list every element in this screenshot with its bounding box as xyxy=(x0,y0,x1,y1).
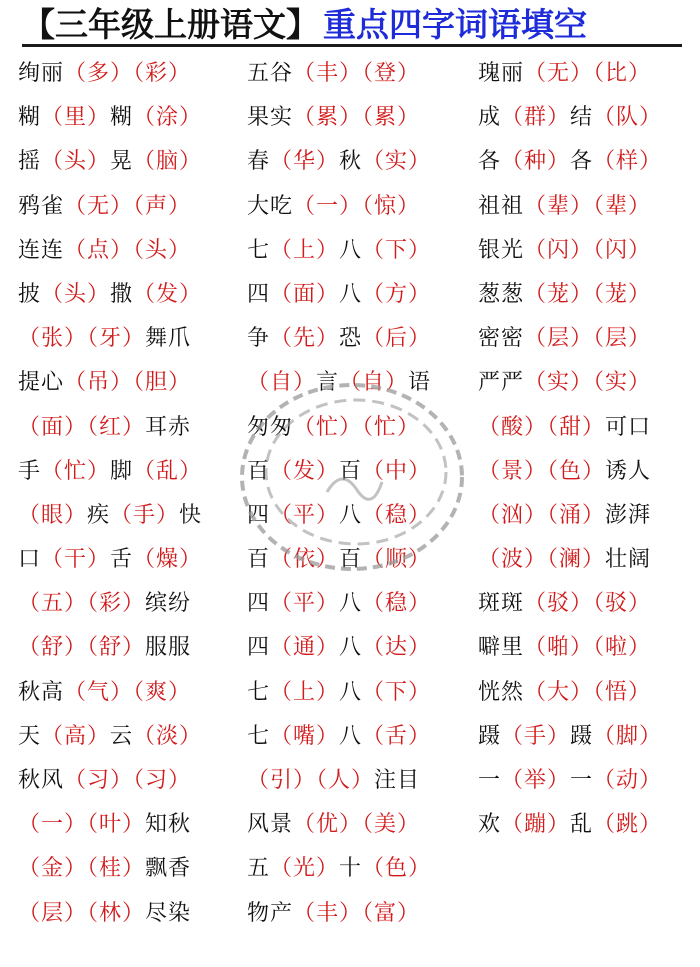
idiom-answer: （通） xyxy=(270,635,340,661)
idiom-answer: （丰） xyxy=(293,61,363,86)
idiom-text: 连连 xyxy=(18,237,65,263)
idiom-answer: （忙） xyxy=(293,414,363,440)
idiom-answer: （丰） xyxy=(293,900,363,926)
idiom-answer: （林） xyxy=(87,900,146,926)
idiom-row xyxy=(18,273,202,317)
idiom-row xyxy=(247,671,431,715)
idiom-text: 七 xyxy=(247,679,271,705)
idiom-answer: （辈） xyxy=(593,193,652,219)
idiom-text: 蹑 xyxy=(478,723,502,749)
idiom-row xyxy=(18,715,202,759)
idiom-text: 瑰丽 xyxy=(478,61,525,86)
idiom-text: 四 xyxy=(247,281,271,307)
idiom-answer: （彩） xyxy=(133,61,192,86)
idiom-row xyxy=(18,494,202,538)
idiom-row xyxy=(18,185,202,229)
idiom-answer: （头） xyxy=(133,237,192,263)
idiom-answer: （层） xyxy=(593,326,652,352)
idiom-answer: （跳） xyxy=(593,812,663,838)
idiom-answer: （发） xyxy=(270,458,340,484)
idiom-text: 乱 xyxy=(570,812,594,838)
idiom-answer: （干） xyxy=(41,547,111,573)
idiom-answer: （张） xyxy=(18,326,88,352)
idiom-answer: （酸） xyxy=(478,414,548,440)
idiom-answer: （驳） xyxy=(524,591,594,617)
idiom-text: 提心 xyxy=(18,370,65,396)
idiom-answer: （多） xyxy=(64,61,134,86)
idiom-text: 绚丽 xyxy=(18,61,65,86)
idiom-answer: （一） xyxy=(293,193,363,219)
idiom-row xyxy=(247,273,431,317)
idiom-text: 物产 xyxy=(247,900,294,926)
idiom-text: 春 xyxy=(247,149,271,175)
idiom-row xyxy=(247,185,431,229)
column-1 xyxy=(18,52,202,936)
idiom-answer: （里） xyxy=(41,105,111,131)
idiom-answer: （累） xyxy=(362,105,421,131)
idiom-answer: （涌） xyxy=(547,502,606,528)
idiom-answer: （后） xyxy=(362,326,432,352)
idiom-answer: （美） xyxy=(362,812,421,838)
idiom-text: 快 xyxy=(179,502,203,528)
idiom-answer: （闪） xyxy=(593,237,652,263)
idiom-text: 壮阔 xyxy=(605,547,652,573)
idiom-row xyxy=(478,494,662,538)
idiom-answer: （波） xyxy=(478,547,548,573)
idiom-row xyxy=(247,538,431,582)
idiom-row xyxy=(247,406,431,450)
idiom-text: 澎湃 xyxy=(605,502,652,528)
idiom-text: 天 xyxy=(18,723,42,749)
idiom-answer: （先） xyxy=(270,326,340,352)
idiom-row xyxy=(478,803,662,847)
idiom-answer: （一） xyxy=(18,812,88,838)
idiom-text: 争 xyxy=(247,326,271,352)
idiom-row xyxy=(478,671,662,715)
idiom-text: 尽染 xyxy=(145,900,192,926)
idiom-answer: （淡） xyxy=(133,723,203,749)
idiom-text: 严严 xyxy=(478,370,525,396)
idiom-text: 风景 xyxy=(247,812,294,838)
idiom-answer: （茏） xyxy=(524,281,594,307)
idiom-row xyxy=(18,892,202,936)
idiom-answer: （依） xyxy=(270,547,340,573)
idiom-text: 八 xyxy=(339,635,363,661)
idiom-answer: （习） xyxy=(64,768,134,793)
idiom-row xyxy=(18,450,202,494)
idiom-row xyxy=(18,229,202,273)
idiom-text: 耳赤 xyxy=(145,414,192,440)
title-grade: 【三年级上册语文】 xyxy=(22,4,319,44)
idiom-answer: （上） xyxy=(270,237,340,263)
idiom-text: 鸦雀 xyxy=(18,193,65,219)
idiom-row xyxy=(478,361,662,405)
idiom-text: 可口 xyxy=(605,414,652,440)
idiom-text: 四 xyxy=(247,502,271,528)
idiom-answer: （层） xyxy=(524,326,594,352)
idiom-row xyxy=(247,715,431,759)
idiom-answer: （实） xyxy=(362,149,432,175)
idiom-answer: （乱） xyxy=(133,458,203,484)
idiom-row xyxy=(478,759,662,803)
idiom-text: 恍然 xyxy=(478,679,525,705)
title-topic: 重点四字词语填空 xyxy=(323,4,587,44)
idiom-answer: （悟） xyxy=(593,679,652,705)
idiom-answer: （舌） xyxy=(362,723,432,749)
idiom-answer: （动） xyxy=(593,768,663,793)
idiom-answer: （头） xyxy=(41,149,111,175)
idiom-text: 八 xyxy=(339,502,363,528)
idiom-answer: （舒） xyxy=(87,635,146,661)
idiom-answer: （登） xyxy=(362,61,421,86)
idiom-text: 摇 xyxy=(18,149,42,175)
idiom-answer: （上） xyxy=(270,679,340,705)
idiom-answer: （声） xyxy=(133,193,192,219)
idiom-text: 百 xyxy=(339,458,363,484)
idiom-answer: （叶） xyxy=(87,812,146,838)
idiom-answer: （顺） xyxy=(362,547,432,573)
idiom-answer: （面） xyxy=(18,414,88,440)
idiom-answer: （无） xyxy=(524,61,594,86)
page-title xyxy=(22,0,682,47)
idiom-answer: （实） xyxy=(593,370,652,396)
idiom-answer: （色） xyxy=(362,856,432,882)
idiom-text: 七 xyxy=(247,237,271,263)
idiom-row xyxy=(247,759,431,803)
idiom-answer: （啪） xyxy=(524,635,594,661)
idiom-answer: （忙） xyxy=(362,414,421,440)
idiom-answer: （驳） xyxy=(593,591,652,617)
idiom-row xyxy=(18,582,202,626)
idiom-answer: （五） xyxy=(18,591,88,617)
idiom-text: 百 xyxy=(247,547,271,573)
idiom-answer: （方） xyxy=(362,281,432,307)
idiom-row xyxy=(478,715,662,759)
idiom-answer: （点） xyxy=(64,237,134,263)
idiom-text: 八 xyxy=(339,237,363,263)
idiom-answer: （脑） xyxy=(133,149,203,175)
idiom-row xyxy=(478,185,662,229)
idiom-text: 一 xyxy=(570,768,594,793)
idiom-text: 言 xyxy=(316,370,340,396)
idiom-answer: （甜） xyxy=(547,414,606,440)
idiom-answer: （富） xyxy=(362,900,421,926)
idiom-text: 注目 xyxy=(374,768,421,793)
idiom-row xyxy=(247,847,431,891)
idiom-text: 云 xyxy=(110,723,134,749)
idiom-text: 脚 xyxy=(110,458,134,484)
idiom-row xyxy=(247,626,431,670)
idiom-answer: （样） xyxy=(593,149,663,175)
idiom-answer: （平） xyxy=(270,591,340,617)
idiom-text: 祖祖 xyxy=(478,193,525,219)
idiom-row xyxy=(247,52,431,96)
idiom-text: 蹑 xyxy=(570,723,594,749)
idiom-text: 欢 xyxy=(478,812,502,838)
idiom-text: 舞爪 xyxy=(145,326,192,352)
idiom-row xyxy=(18,52,202,96)
idiom-text: 银光 xyxy=(478,237,525,263)
idiom-answer: （红） xyxy=(87,414,146,440)
idiom-text: 八 xyxy=(339,281,363,307)
column-3 xyxy=(478,52,662,847)
idiom-row xyxy=(18,406,202,450)
idiom-text: 果实 xyxy=(247,105,294,131)
idiom-text: 恐 xyxy=(339,326,363,352)
idiom-row xyxy=(247,803,431,847)
idiom-answer: （蹦） xyxy=(501,812,571,838)
idiom-answer: （啦） xyxy=(593,635,652,661)
idiom-answer: （下） xyxy=(362,679,432,705)
idiom-row xyxy=(478,140,662,184)
idiom-answer: （景） xyxy=(478,458,548,484)
idiom-answer: （吊） xyxy=(64,370,134,396)
idiom-answer: （引） xyxy=(247,768,317,793)
idiom-text: 匆匆 xyxy=(247,414,294,440)
idiom-text: 四 xyxy=(247,591,271,617)
idiom-answer: （无） xyxy=(64,193,134,219)
idiom-text: 八 xyxy=(339,723,363,749)
idiom-row xyxy=(247,450,431,494)
idiom-row xyxy=(247,892,431,936)
idiom-text: 密密 xyxy=(478,326,525,352)
idiom-row xyxy=(18,847,202,891)
idiom-answer: （平） xyxy=(270,502,340,528)
idiom-answer: （金） xyxy=(18,856,88,882)
idiom-answer: （脚） xyxy=(593,723,663,749)
idiom-text: 疾 xyxy=(87,502,111,528)
idiom-text: 披 xyxy=(18,281,42,307)
idiom-text: 语 xyxy=(408,370,432,396)
idiom-text: 各 xyxy=(478,149,502,175)
idiom-answer: （舒） xyxy=(18,635,88,661)
idiom-row xyxy=(18,671,202,715)
idiom-answer: （群） xyxy=(501,105,571,131)
idiom-answer: （色） xyxy=(547,458,606,484)
idiom-answer: （汹） xyxy=(478,502,548,528)
idiom-text: 秋 xyxy=(339,149,363,175)
idiom-row xyxy=(478,273,662,317)
idiom-row xyxy=(478,96,662,140)
idiom-answer: （层） xyxy=(18,900,88,926)
idiom-row xyxy=(478,229,662,273)
idiom-text: 百 xyxy=(247,458,271,484)
idiom-answer: （人） xyxy=(316,768,375,793)
idiom-row xyxy=(478,317,662,361)
idiom-row xyxy=(247,582,431,626)
idiom-text: 噼里 xyxy=(478,635,525,661)
idiom-text: 八 xyxy=(339,679,363,705)
idiom-answer: （忙） xyxy=(41,458,111,484)
idiom-answer: （自） xyxy=(247,370,317,396)
idiom-row xyxy=(247,140,431,184)
idiom-answer: （牙） xyxy=(87,326,146,352)
idiom-answer: （惊） xyxy=(362,193,421,219)
idiom-text: 各 xyxy=(570,149,594,175)
idiom-answer: （辈） xyxy=(524,193,594,219)
idiom-row xyxy=(478,52,662,96)
idiom-answer: （嘴） xyxy=(270,723,340,749)
column-2 xyxy=(247,52,431,936)
idiom-answer: （爽） xyxy=(133,679,192,705)
idiom-answer: （稳） xyxy=(362,502,432,528)
idiom-answer: （中） xyxy=(362,458,432,484)
idiom-answer: （闪） xyxy=(524,237,594,263)
idiom-answer: （燥） xyxy=(133,547,203,573)
idiom-row xyxy=(478,538,662,582)
idiom-text: 诱人 xyxy=(605,458,652,484)
idiom-text: 手 xyxy=(18,458,42,484)
idiom-text: 五谷 xyxy=(247,61,294,86)
idiom-row xyxy=(18,759,202,803)
idiom-answer: （种） xyxy=(501,149,571,175)
idiom-answer: （气） xyxy=(64,679,134,705)
idiom-answer: （优） xyxy=(293,812,363,838)
idiom-row xyxy=(478,582,662,626)
idiom-text: 一 xyxy=(478,768,502,793)
idiom-text: 四 xyxy=(247,635,271,661)
idiom-answer: （实） xyxy=(524,370,594,396)
idiom-row xyxy=(18,96,202,140)
idiom-row xyxy=(247,229,431,273)
idiom-answer: （彩） xyxy=(87,591,146,617)
idiom-row xyxy=(18,317,202,361)
idiom-text: 口 xyxy=(18,547,42,573)
idiom-answer: （澜） xyxy=(547,547,606,573)
idiom-row xyxy=(18,361,202,405)
idiom-answer: （发） xyxy=(133,281,203,307)
idiom-text: 撒 xyxy=(110,281,134,307)
idiom-answer: （光） xyxy=(270,856,340,882)
idiom-answer: （华） xyxy=(270,149,340,175)
idiom-text: 八 xyxy=(339,591,363,617)
idiom-text: 缤纷 xyxy=(145,591,192,617)
idiom-text: 葱葱 xyxy=(478,281,525,307)
idiom-row xyxy=(247,494,431,538)
idiom-text: 七 xyxy=(247,723,271,749)
idiom-text: 大吃 xyxy=(247,193,294,219)
idiom-text: 飘香 xyxy=(145,856,192,882)
idiom-text: 斑斑 xyxy=(478,591,525,617)
idiom-answer: （手） xyxy=(110,502,180,528)
idiom-answer: （眼） xyxy=(18,502,88,528)
idiom-row xyxy=(18,626,202,670)
idiom-answer: （大） xyxy=(524,679,594,705)
idiom-answer: （举） xyxy=(501,768,571,793)
idiom-text: 五 xyxy=(247,856,271,882)
idiom-row xyxy=(247,317,431,361)
idiom-text: 十 xyxy=(339,856,363,882)
idiom-answer: （队） xyxy=(593,105,663,131)
idiom-text: 糊 xyxy=(18,105,42,131)
idiom-row xyxy=(18,803,202,847)
idiom-answer: （累） xyxy=(293,105,363,131)
idiom-answer: （达） xyxy=(362,635,432,661)
idiom-answer: （头） xyxy=(41,281,111,307)
idiom-row xyxy=(478,626,662,670)
idiom-answer: （涂） xyxy=(133,105,203,131)
idiom-text: 结 xyxy=(570,105,594,131)
idiom-text: 秋风 xyxy=(18,768,65,793)
idiom-text: 成 xyxy=(478,105,502,131)
idiom-answer: （自） xyxy=(339,370,409,396)
idiom-row xyxy=(247,361,431,405)
idiom-row xyxy=(18,538,202,582)
idiom-text: 秋高 xyxy=(18,679,65,705)
idiom-answer: （比） xyxy=(593,61,652,86)
idiom-answer: （高） xyxy=(41,723,111,749)
idiom-answer: （下） xyxy=(362,237,432,263)
idiom-text: 舌 xyxy=(110,547,134,573)
idiom-row xyxy=(247,96,431,140)
idiom-answer: （手） xyxy=(501,723,571,749)
idiom-text: 糊 xyxy=(110,105,134,131)
idiom-row xyxy=(478,406,662,450)
idiom-text: 服服 xyxy=(145,635,192,661)
idiom-answer: （稳） xyxy=(362,591,432,617)
idiom-answer: （茏） xyxy=(593,281,652,307)
idiom-answer: （面） xyxy=(270,281,340,307)
idiom-answer: （习） xyxy=(133,768,192,793)
idiom-row xyxy=(478,450,662,494)
idiom-text: 晃 xyxy=(110,149,134,175)
idiom-answer: （胆） xyxy=(133,370,192,396)
idiom-row xyxy=(18,140,202,184)
idiom-text: 知秋 xyxy=(145,812,192,838)
idiom-answer: （桂） xyxy=(87,856,146,882)
idiom-text: 百 xyxy=(339,547,363,573)
